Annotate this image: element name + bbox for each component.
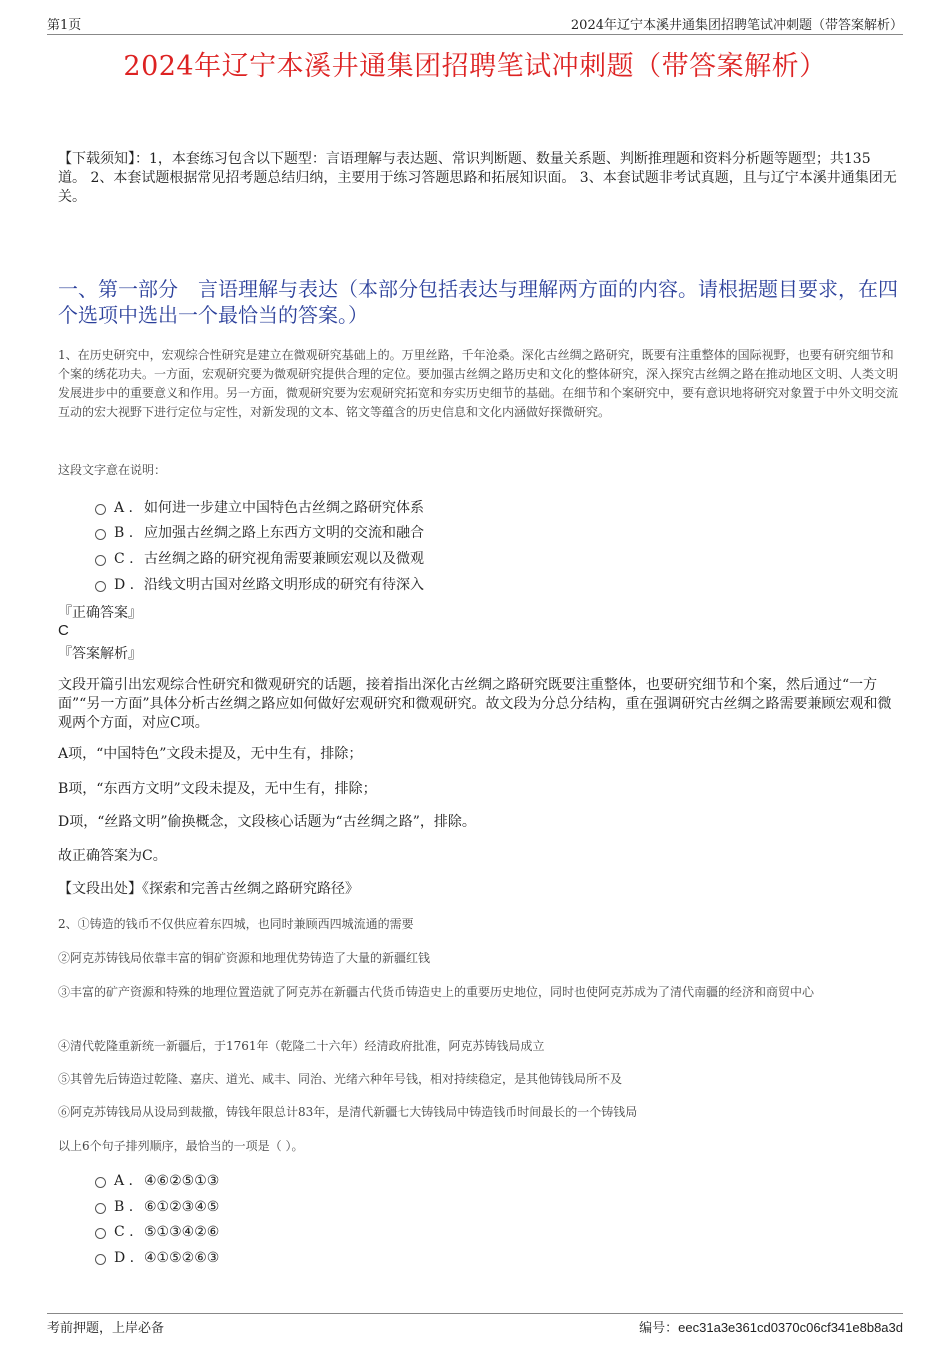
- q2-sentence-2: ②阿克苏铸钱局依靠丰富的铜矿资源和地理优势铸造了大量的新疆红钱: [58, 951, 431, 965]
- analysis-conclusion: 故正确答案为C。: [58, 848, 167, 864]
- radio-icon[interactable]: [95, 555, 106, 566]
- q1-option-c[interactable]: C . 古丝绸之路的研究视角需要兼顾宏观以及微观: [95, 548, 424, 568]
- analysis-line-b: B项，“东西方文明”文段未提及，无中生有，排除；: [58, 781, 377, 797]
- download-notice: 【下载须知】：1，本套练习包含以下题型：言语理解与表达题、常识判断题、数量关系题、判断推理题和资料分析题等题型；共135道。 2、本套试题根据常见招考题总结归纳，主要用于练习答题思路和拓展知识面。 3、本套试题非考试真题，且与辽宁本溪井通集团无关。: [58, 151, 897, 205]
- q2-option-b[interactable]: B . ⑥①②③④⑤: [95, 1199, 219, 1219]
- footer-code: 编号：eec31a3e361cd0370c06cf341e8b8a3d: [639, 1320, 903, 1336]
- radio-icon[interactable]: [95, 504, 106, 515]
- analysis-line-a: A项，“中国特色”文段未提及，无中生有，排除；: [58, 746, 363, 762]
- question-1-prompt: 这段文字意在说明：: [58, 463, 167, 477]
- analysis-label: 『答案解析』: [58, 646, 142, 662]
- analysis-line-d: D项，“丝路文明”偷换概念，文段核心话题为“古丝绸之路”，排除。: [58, 814, 476, 830]
- q2-option-a[interactable]: A . ④⑥②⑤①③: [95, 1173, 219, 1193]
- q2-sentence-6: ⑥阿克苏铸钱局从设局到裁撤，铸钱年限总计83年，是清代新疆七大铸钱局中铸造钱币时间最长的一个铸钱局: [58, 1105, 638, 1119]
- page-header: [47, 14, 903, 35]
- q2-sentence-3: ③丰富的矿产资源和特殊的地理位置造就了阿克苏在新疆古代货币铸造史上的重要历史地位，同时也使阿克苏成为了清代南疆的经济和商贸中心: [58, 985, 815, 999]
- answer-value: C: [58, 622, 69, 639]
- q2-option-c[interactable]: C . ⑤①③④②⑥: [95, 1224, 219, 1244]
- q2-sentence-5: ⑤其曾先后铸造过乾隆、嘉庆、道光、咸丰、同治、光绪六种年号钱，相对持续稳定，是其他铸钱局所不及: [58, 1072, 623, 1086]
- radio-icon[interactable]: [95, 581, 106, 592]
- header-doc-title: 2024年辽宁本溪井通集团招聘笔试冲刺题（带答案解析）: [570, 18, 903, 33]
- analysis-source: 【文段出处】《探索和完善古丝绸之路研究路径》: [58, 881, 359, 897]
- page-footer: [47, 1313, 903, 1336]
- page-title: 2024年辽宁本溪井通集团招聘笔试冲刺题（带答案解析）: [123, 51, 827, 82]
- radio-icon[interactable]: [95, 529, 106, 540]
- radio-icon[interactable]: [95, 1228, 106, 1239]
- q2-sentence-1: 2、①铸造的钱币不仅供应着东四城，也同时兼顾西四城流通的需要: [58, 917, 414, 931]
- q2-option-d[interactable]: D . ④①⑤②⑥③: [95, 1250, 219, 1270]
- analysis-text: 文段开篇引出宏观综合性研究和微观研究的话题，接着指出深化古丝绸之路研究既要注重整体，也要研究细节和个案，然后通过“一方面”“另一方面”具体分析古丝绸之路应如何做好宏观研究和微观研究。故文段为分总分结构，重在强调研究古丝绸之路需要兼顾宏观和微观两个方面，对应C项。: [58, 677, 892, 731]
- footer-slogan: 考前押题，上岸必备: [47, 1321, 165, 1336]
- radio-icon[interactable]: [95, 1254, 106, 1265]
- radio-icon[interactable]: [95, 1177, 106, 1188]
- radio-icon[interactable]: [95, 1203, 106, 1214]
- q2-prompt: 以上6个句子排列顺序，最恰当的一项是（ ）。: [58, 1139, 304, 1153]
- section-heading: 一、第一部分 言语理解与表达（本部分包括表达与理解两方面的内容。请根据题目要求，在四个选项中选出一个最恰当的答案。）: [58, 277, 898, 327]
- q1-option-d[interactable]: D . 沿线文明古国对丝路文明形成的研究有待深入: [95, 574, 424, 594]
- question-1-text: 1、在历史研究中，宏观综合性研究是建立在微观研究基础上的。万里丝路，千年沧桑。深化古丝绸之路研究，既要有注重整体的国际视野，也要有研究细节和个案的绣花功夫。一方面，宏观研究要为微观研究提供合理的定位。要加强古丝绸之路历史和文化的整体研究，深入探究古丝绸之路在推动地区文明、人类文明发展进步中的重要意义和作用。另一方面，微观研究要为宏观研究拓宽和夯实历史细节的基础。在细节和个案研究中，要有意识地将研究对象置于中外文明交流互动的宏大视野下进行定位与定性，对新发现的文本、铭文等蕴含的历史信息和文化内涵做好探微研究。: [58, 348, 899, 419]
- q1-option-a[interactable]: A . 如何进一步建立中国特色古丝绸之路研究体系: [95, 497, 424, 517]
- q1-option-b[interactable]: B . 应加强古丝绸之路上东西方文明的交流和融合: [95, 522, 424, 542]
- answer-label: 『正确答案』: [58, 605, 142, 621]
- page-number: 第1页: [47, 18, 82, 33]
- q2-sentence-4: ④清代乾隆重新统一新疆后，于1761年（乾隆二十六年）经清政府批准，阿克苏铸钱局成立: [58, 1039, 545, 1053]
